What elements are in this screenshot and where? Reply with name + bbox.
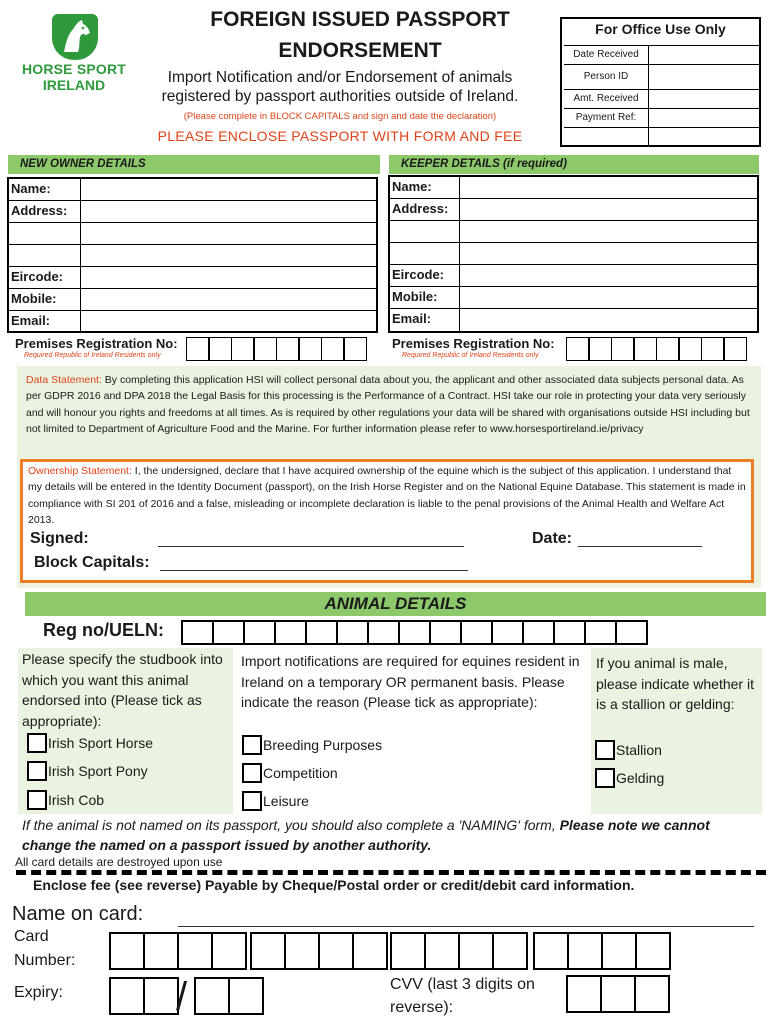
ueln-digit-box[interactable] — [398, 620, 431, 645]
office-row-date-received: Date Received — [564, 45, 761, 64]
new-owner-header: NEW OWNER DETAILS — [8, 155, 380, 174]
owner-eircode-row[interactable]: Eircode: — [9, 267, 376, 289]
date-label: Date: — [532, 530, 573, 547]
owner-premises-label: Premises Registration No: — [15, 336, 178, 351]
keeper-email-row[interactable]: Email: — [390, 309, 757, 331]
page-title-line2: ENDORSEMENT — [278, 39, 442, 62]
enclose-passport-notice: PLEASE ENCLOSE PASSPORT WITH FORM AND FEE — [157, 128, 523, 144]
studbook-instructions: Please specify the studbook into which you want this animal endorsed into (Please tick as appropriate): — [22, 651, 223, 729]
checkbox-leisure[interactable] — [242, 791, 262, 811]
card-digit-box[interactable] — [177, 932, 213, 970]
checkbox-gelding[interactable] — [595, 768, 615, 788]
expiry-slash: / — [176, 975, 188, 1019]
card-number-group-2[interactable] — [252, 932, 388, 970]
horse-sport-ireland-logo — [52, 14, 98, 60]
option-leisure[interactable]: Leisure — [242, 791, 309, 811]
premises-digit-box[interactable] — [588, 337, 612, 361]
naming-note-bold: Please note we cannot change the named on a passport issued by another authority. — [22, 817, 710, 853]
cut-line — [16, 870, 766, 875]
data-statement-lead: Data Statement: — [26, 374, 102, 386]
data-statement — [26, 372, 752, 438]
checkbox-irish-cob[interactable] — [27, 790, 47, 810]
cvv-boxes[interactable] — [568, 975, 670, 1013]
keeper-eircode-row[interactable]: Eircode: — [390, 265, 757, 287]
card-digit-box[interactable] — [284, 932, 320, 970]
ueln-digit-box[interactable] — [212, 620, 245, 645]
card-digit-box[interactable] — [211, 932, 247, 970]
card-digit-box[interactable] — [533, 932, 569, 970]
ueln-digit-box[interactable] — [367, 620, 400, 645]
ueln-digit-box[interactable] — [615, 620, 648, 645]
cvv-digit-box[interactable] — [634, 975, 670, 1013]
office-use-title: For Office Use Only — [595, 21, 726, 37]
ueln-digit-box[interactable] — [305, 620, 338, 645]
owner-premises-note: Required Republic of Ireland Residents only — [24, 352, 161, 359]
enclose-fee-note: Enclose fee (see reverse) Payable by Cheque/Postal order or credit/debit card information. — [33, 877, 635, 893]
ueln-digit-box[interactable] — [460, 620, 493, 645]
logo-text-line1: HORSE SPORT — [21, 61, 127, 77]
reg-ueln-label: Reg no/UELN: — [43, 620, 164, 640]
expiry-digit-box[interactable] — [228, 977, 264, 1015]
signature-line[interactable] — [158, 546, 464, 547]
option-irish-sport-horse[interactable]: Irish Sport Horse — [27, 733, 153, 753]
card-digit-box[interactable] — [567, 932, 603, 970]
signed-label: Signed: — [30, 530, 89, 547]
expiry-year-boxes[interactable] — [196, 977, 264, 1015]
office-row-amount-received: Amt. Received — [564, 89, 761, 108]
cvv-digit-box[interactable] — [600, 975, 636, 1013]
expiry-label: Expiry: — [14, 984, 63, 1001]
keeper-premises-note: Required Republic of Ireland Residents only — [402, 352, 539, 359]
owner-address-row-3[interactable] — [9, 245, 376, 267]
premises-digit-box[interactable] — [701, 337, 725, 361]
ueln-digit-box[interactable] — [553, 620, 586, 645]
card-digit-box[interactable] — [109, 932, 145, 970]
date-line[interactable] — [578, 546, 702, 547]
option-competition[interactable]: Competition — [242, 763, 338, 783]
ueln-digit-box[interactable] — [274, 620, 307, 645]
premises-digit-box[interactable] — [231, 337, 255, 361]
card-digit-box[interactable] — [143, 932, 179, 970]
card-digit-box[interactable] — [458, 932, 494, 970]
ownership-statement — [28, 463, 748, 529]
ueln-digit-box[interactable] — [181, 620, 214, 645]
checkbox-stallion[interactable] — [595, 740, 615, 760]
premises-digit-box[interactable] — [678, 337, 702, 361]
checkbox-breeding-purposes[interactable] — [242, 735, 262, 755]
card-number-label-2: Number: — [14, 952, 76, 969]
premises-digit-box[interactable] — [186, 337, 210, 361]
owner-email-row[interactable]: Email: — [9, 311, 376, 331]
checkbox-competition[interactable] — [242, 763, 262, 783]
premises-digit-box[interactable] — [321, 337, 345, 361]
premises-digit-box[interactable] — [343, 337, 367, 361]
page-title-line1: FOREIGN ISSUED PASSPORT — [210, 8, 510, 31]
checkbox-irish-sport-pony[interactable] — [27, 761, 47, 781]
card-number-group-1[interactable] — [111, 932, 247, 970]
option-gelding[interactable]: Gelding — [595, 768, 664, 788]
expiry-digit-box[interactable] — [109, 977, 145, 1015]
subtitle-line2: registered by passport authorities outside of Ireland. — [161, 88, 519, 105]
card-digit-box[interactable] — [424, 932, 460, 970]
keeper-premises-label: Premises Registration No: — [392, 336, 555, 351]
checkbox-irish-sport-horse[interactable] — [27, 733, 47, 753]
ownership-statement-body: I, the undersigned, declare that I have acquired ownership of the equine which is the subject of this application. I understand that my details will be entered in the Identity Document (passport), on the Irish Horse Register and on the National Equine Database. This statement is made in compliance with SI 201 of 2016 and a false, misleading or incomplete declaration is liable to the penal provisions of the Animal Health and Welfare Act 2013. — [28, 465, 746, 527]
card-digit-box[interactable] — [492, 932, 528, 970]
owner-address-row[interactable]: Address: — [9, 201, 376, 223]
horse-head-icon — [52, 14, 98, 60]
premises-digit-box[interactable] — [656, 337, 680, 361]
card-number-label-1: Card — [14, 928, 49, 945]
expiry-digit-box[interactable] — [194, 977, 230, 1015]
ueln-digit-box[interactable] — [584, 620, 617, 645]
card-digit-box[interactable] — [635, 932, 671, 970]
data-statement-body: By completing this application HSI will collect personal data about you, the applicant and other associated data subjects personal data. As per GDPR 2016 and DPA 2018 the Legal Basis for this processing is the Performance of a Contract. HSI take our role in protecting your data very seriously and will honour you rights and freedoms at all times. As is required by other regulations your data will be shared with organisations outside HSI including but not limited to Department of Agriculture Food and the Marine. For further information please refer to www.horsesportireland.ie/privacy — [26, 374, 750, 436]
block-capitals-label: Block Capitals: — [34, 554, 150, 571]
card-number-group-4[interactable] — [535, 932, 671, 970]
keeper-address-row-2[interactable] — [390, 221, 757, 243]
owner-name-row[interactable]: Name: — [9, 179, 376, 201]
owner-mobile-row[interactable]: Mobile: — [9, 289, 376, 311]
keeper-form — [388, 175, 759, 333]
expiry-digit-box[interactable] — [143, 977, 179, 1015]
option-irish-cob[interactable]: Irish Cob — [27, 790, 104, 810]
premises-digit-box[interactable] — [633, 337, 657, 361]
ownership-statement-lead: Ownership Statement: — [28, 465, 132, 477]
ueln-digit-box[interactable] — [491, 620, 524, 645]
ueln-digit-box[interactable] — [336, 620, 369, 645]
option-irish-sport-pony[interactable]: Irish Sport Pony — [27, 761, 148, 781]
office-row-payment-ref: Payment Ref: — [564, 108, 761, 127]
name-on-card-line[interactable] — [178, 926, 754, 927]
office-row-person-id: Person ID — [564, 64, 761, 89]
premises-digit-box[interactable] — [253, 337, 277, 361]
naming-note: If the animal is not named on its passport, you should also complete a 'NAMING' form, Please note we cannot change the named on a passport issued by another authority. — [22, 817, 710, 853]
option-breeding-purposes[interactable]: Breeding Purposes — [242, 735, 382, 755]
cvv-label-1: CVV (last 3 digits on — [390, 976, 535, 993]
card-digit-box[interactable] — [601, 932, 637, 970]
office-row-blank — [564, 127, 761, 145]
premises-digit-box[interactable] — [723, 337, 747, 361]
block-capitals-instruction: (Please complete in BLOCK CAPITALS and sign and date the declaration) — [183, 111, 497, 122]
owner-premises-boxes[interactable] — [187, 337, 367, 361]
card-digit-box[interactable] — [352, 932, 388, 970]
owner-address-row-2[interactable] — [9, 223, 376, 245]
ueln-digit-box[interactable] — [243, 620, 276, 645]
new-owner-form — [7, 177, 378, 333]
option-stallion[interactable]: Stallion — [595, 740, 662, 760]
expiry-month-boxes[interactable] — [111, 977, 179, 1015]
keeper-premises-boxes[interactable] — [567, 337, 747, 361]
reg-ueln-boxes[interactable] — [183, 620, 648, 645]
office-use-box — [560, 17, 761, 147]
cvv-digit-box[interactable] — [566, 975, 602, 1013]
logo-text-line2: IRELAND — [42, 77, 106, 93]
ueln-digit-box[interactable] — [429, 620, 462, 645]
card-digit-box[interactable] — [250, 932, 286, 970]
premises-digit-box[interactable] — [566, 337, 590, 361]
card-destroyed-note: All card details are destroyed upon use — [15, 855, 223, 869]
cvv-label-2: reverse): — [390, 999, 454, 1016]
keeper-mobile-row[interactable]: Mobile: — [390, 287, 757, 309]
name-on-card-label: Name on card: — [12, 903, 144, 925]
premises-digit-box[interactable] — [276, 337, 300, 361]
ueln-digit-box[interactable] — [522, 620, 555, 645]
premises-digit-box[interactable] — [298, 337, 322, 361]
animal-details-header: ANIMAL DETAILS — [25, 592, 766, 616]
keeper-name-row[interactable]: Name: — [390, 177, 757, 199]
premises-digit-box[interactable] — [208, 337, 232, 361]
subtitle-line1: Import Notification and/or Endorsement of animals — [167, 69, 513, 86]
card-digit-box[interactable] — [318, 932, 354, 970]
card-number-group-3[interactable] — [392, 932, 528, 970]
import-instructions: Import notifications are required for equines resident in Ireland on a temporary OR permanent basis. Please indicate the reason (Please tick as appropriate): — [241, 653, 580, 710]
keeper-header: KEEPER DETAILS (if required) — [389, 155, 759, 174]
keeper-address-row-3[interactable] — [390, 243, 757, 265]
keeper-address-row[interactable]: Address: — [390, 199, 757, 221]
sex-instructions: If you animal is male, please indicate whether it is a stallion or gelding: — [596, 655, 754, 712]
card-digit-box[interactable] — [390, 932, 426, 970]
premises-digit-box[interactable] — [611, 337, 635, 361]
block-capitals-line[interactable] — [160, 570, 468, 571]
